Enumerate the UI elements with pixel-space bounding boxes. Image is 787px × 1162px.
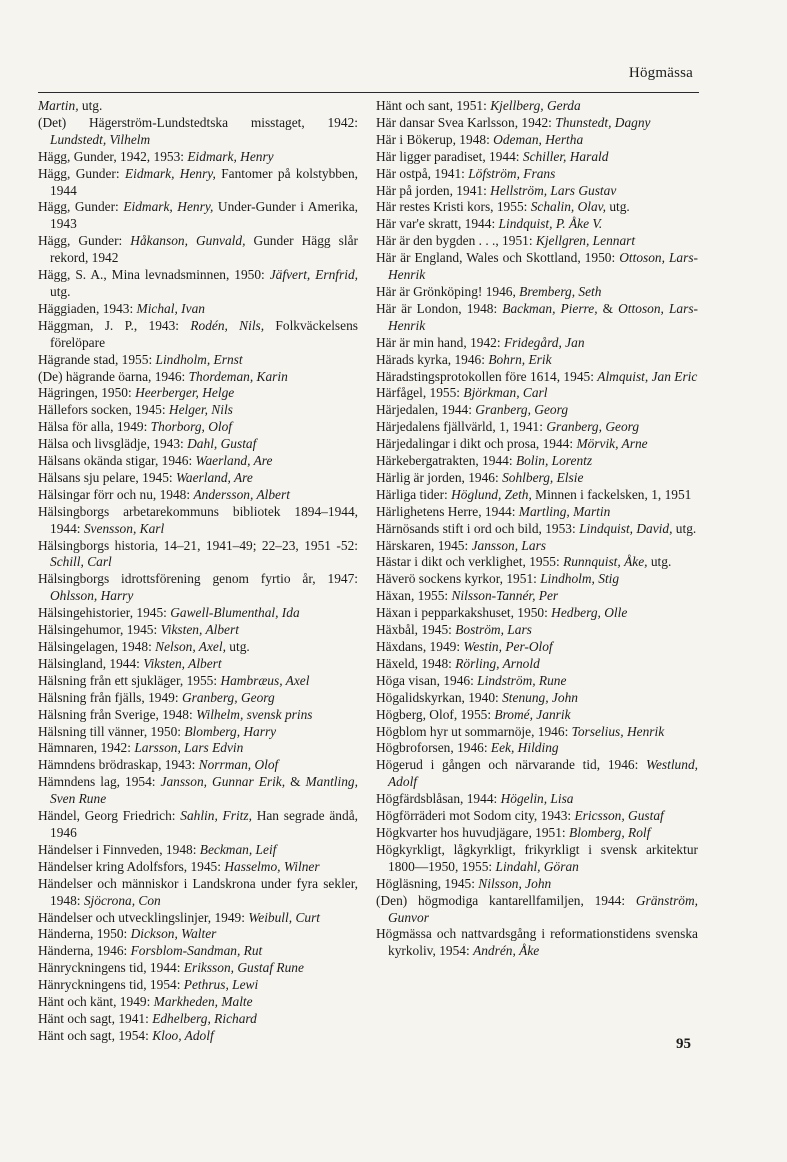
entry-title: Hälsans sju pelare, 1945: xyxy=(38,469,176,485)
entry-author: Martin, xyxy=(38,98,79,113)
index-entry xyxy=(376,808,698,825)
index-entry xyxy=(38,301,358,318)
index-entry xyxy=(38,876,358,910)
entry-author: Martling, Martin xyxy=(518,503,611,519)
entry-title: Hägg, Gunder: xyxy=(38,233,131,249)
index-entry xyxy=(38,419,358,436)
entry-title: Hänt och känt, 1949: xyxy=(38,994,154,1010)
index-entry xyxy=(376,690,698,707)
entry-title: Högmässa och nattvardsgång i reformationstidens svenska kyrkoliv, 1954: xyxy=(376,926,698,959)
entry-title: Hägrande stad, 1955: xyxy=(38,351,156,367)
index-entry xyxy=(38,808,358,842)
entry-title: Här är den bygden . . ., 1951: xyxy=(376,233,536,249)
index-entry xyxy=(38,774,358,808)
entry-title: Händerna, 1950: xyxy=(38,926,131,942)
entry-title: Hänt och sagt, 1954: xyxy=(38,1027,153,1043)
entry-title: Hälsa för alla, 1949: xyxy=(38,419,151,435)
entry-author: Boström, Lars xyxy=(455,622,532,638)
entry-author: Viksten, Albert xyxy=(143,655,222,671)
entry-author: Eek, Hilding xyxy=(490,740,559,756)
entry-title: Hälsingehumor, 1945: xyxy=(38,622,161,638)
entry-title: Gunder Hägg slår rekord, 1942 xyxy=(50,233,358,266)
entry-author: Löfström, Frans xyxy=(468,165,556,181)
entry-title: Händelser och människor i Landskrona under fyra sekler, 1948: xyxy=(38,875,358,908)
index-entry xyxy=(376,825,698,842)
index-entry xyxy=(38,1028,358,1045)
entry-title: Fantomer på kolstybben, 1944 xyxy=(50,165,358,198)
entry-title: Här dansar Svea Karlsson, 1942: xyxy=(376,114,556,130)
entry-title: Härfågel, 1955: xyxy=(376,385,464,401)
entry-title: Här ligger paradiset, 1944: xyxy=(376,148,523,164)
entry-title: Här är England, Wales och Skottland, 1950: xyxy=(376,250,620,266)
entry-title: Häxeld, 1948: xyxy=(376,655,456,671)
index-entry xyxy=(376,521,698,538)
index-entry xyxy=(38,757,358,774)
entry-author: Lindholm, Stig xyxy=(540,571,620,587)
entry-title: Hägg, Gunder: xyxy=(38,199,124,215)
index-entry xyxy=(38,149,358,166)
index-entry xyxy=(376,301,698,335)
entry-title: Här ostpå, 1941: xyxy=(376,165,469,181)
entry-author: Blomberg, Rolf xyxy=(569,824,651,840)
index-entry xyxy=(38,960,358,977)
index-entry xyxy=(38,538,358,572)
entry-author: Thunstedt, Dagny xyxy=(555,114,651,130)
entry-author: Jäfvert, Ernfrid, xyxy=(269,267,359,283)
entry-title: Här på jorden, 1941: xyxy=(376,182,491,198)
entry-title: & xyxy=(597,300,619,316)
index-entry xyxy=(376,166,698,183)
index-entry xyxy=(38,656,358,673)
entry-author: Andersson, Albert xyxy=(193,486,290,502)
entry-author: Jansson, Lars xyxy=(471,537,546,553)
index-entry xyxy=(376,149,698,166)
entry-author: Nelson, Axel, xyxy=(155,639,226,654)
entry-title: Hälsning från Sverige, 1948: xyxy=(38,706,197,722)
entry-author: Waerland, Are xyxy=(175,469,253,485)
entry-author: Eriksson, Gustaf Rune xyxy=(183,960,304,976)
entry-author: Dahl, Gustaf xyxy=(187,436,257,452)
index-entry xyxy=(376,369,698,386)
index-entry xyxy=(376,250,698,284)
index-entry xyxy=(376,335,698,352)
entry-title: Här restes Kristi kors, 1955: xyxy=(376,199,531,215)
entry-author: Mantling, Sven Rune xyxy=(50,774,358,807)
entry-author: Forsblom-Sandman, Rut xyxy=(130,943,263,959)
index-entry xyxy=(376,419,698,436)
entry-title: utg. xyxy=(78,98,103,113)
entry-title: Hämndens brödraskap, 1943: xyxy=(38,757,199,773)
entry-author: Hasselmo, Wilner xyxy=(224,858,320,874)
entry-title: Häxan i pepparkakshuset, 1950: xyxy=(376,605,552,621)
index-entry xyxy=(38,740,358,757)
index-entry xyxy=(376,216,698,233)
entry-title: Härjedalens fjällvärld, 1, 1941: xyxy=(376,419,547,435)
index-entry xyxy=(38,233,358,267)
entry-title: Händelser i Finnveden, 1948: xyxy=(38,841,200,857)
index-entry xyxy=(376,436,698,453)
index-entry xyxy=(38,369,358,386)
entry-author: Högelin, Lisa xyxy=(500,791,574,807)
entry-title: Hägg, Gunder, 1942, 1953: xyxy=(38,148,188,164)
index-entry xyxy=(38,504,358,538)
entry-author: Granberg, Georg xyxy=(475,402,569,418)
index-entry xyxy=(376,893,698,927)
index-entry xyxy=(38,487,358,504)
entry-title: Häxan, 1955: xyxy=(376,588,452,604)
index-entry xyxy=(38,199,358,233)
entry-title: & xyxy=(285,774,306,790)
index-entry xyxy=(376,571,698,588)
entry-title: Hällefors socken, 1945: xyxy=(38,402,169,418)
entry-title: Högalidskyrkan, 1940: xyxy=(376,689,503,705)
entry-author: Bolin, Lorentz xyxy=(515,453,593,469)
entry-author: Stenung, John xyxy=(502,689,578,705)
entry-author: Schalin, Olav, xyxy=(530,199,606,215)
entry-author: Björkman, Carl xyxy=(463,385,548,401)
index-entry xyxy=(376,926,698,960)
index-entry xyxy=(376,352,698,369)
index-entry xyxy=(376,605,698,622)
entry-title: Högläsning, 1945: xyxy=(376,875,479,891)
entry-author: Backman, Pierre, xyxy=(502,300,598,316)
entry-author: Lindahl, Göran xyxy=(495,858,579,874)
index-entry xyxy=(376,740,698,757)
index-entry xyxy=(376,639,698,656)
index-entry xyxy=(38,402,358,419)
entry-title: Minnen i fackelsken, 1, 1951 xyxy=(531,486,692,502)
entry-author: Edhelberg, Richard xyxy=(152,1010,257,1026)
entry-title: Högkvarter hos huvudjägare, 1951: xyxy=(376,824,570,840)
entry-author: Håkanson, Gunvald, xyxy=(130,233,246,249)
entry-title: Hänt och sant, 1951: xyxy=(376,98,491,113)
index-entry xyxy=(376,284,698,301)
index-entry xyxy=(376,757,698,791)
entry-author: Lindström, Rune xyxy=(477,672,567,688)
index-entry xyxy=(376,791,698,808)
entry-title: utg. xyxy=(605,199,630,215)
entry-author: Mörvik, Arne xyxy=(576,436,648,452)
entry-title: utg. xyxy=(50,283,71,299)
entry-author: Pethrus, Lewi xyxy=(183,977,259,993)
header-rule xyxy=(38,92,699,93)
index-entry xyxy=(376,504,698,521)
index-entry xyxy=(38,605,358,622)
entry-title: Under-Gunder i Amerika, 1943 xyxy=(50,199,358,232)
entry-title: Härliga tider: xyxy=(376,486,452,502)
entry-title: utg. xyxy=(672,520,697,536)
entry-author: Beckman, Leif xyxy=(199,841,277,857)
entry-title: (Den) högmodiga kantarellfamiljen, 1944: xyxy=(376,892,636,908)
entry-author: Wilhelm, svensk prins xyxy=(196,706,313,722)
entry-title: Hägringen, 1950: xyxy=(38,385,136,401)
entry-author: Fridegård, Jan xyxy=(503,334,585,350)
right-column xyxy=(376,98,698,960)
entry-title: Händelser kring Adolfsfors, 1945: xyxy=(38,858,225,874)
entry-title: Häxdans, 1949: xyxy=(376,639,464,654)
entry-author: Blomberg, Harry xyxy=(184,723,277,739)
index-entry xyxy=(38,690,358,707)
entry-author: Weibull, Curt xyxy=(248,909,321,925)
entry-author: Kjellberg, Gerda xyxy=(490,98,581,113)
index-entry xyxy=(376,538,698,555)
entry-author: Michal, Ivan xyxy=(136,300,205,316)
index-entry xyxy=(376,98,698,115)
index-entry xyxy=(38,910,358,927)
index-entry xyxy=(376,115,698,132)
index-entry xyxy=(376,724,698,741)
entry-author: Eidmark, Henry, xyxy=(124,165,216,181)
entry-title: Han segrade ändå, 1946 xyxy=(50,808,358,840)
index-entry xyxy=(376,707,698,724)
index-entry xyxy=(376,588,698,605)
entry-author: Höglund, Zeth, xyxy=(451,486,532,502)
entry-title: Högblom hyr ut sommarnöje, 1946: xyxy=(376,723,572,739)
entry-title: Hälsingborgs arbetarekommuns bibliotek 1894–1944, 1944: xyxy=(38,503,358,536)
entry-author: Odeman, Hertha xyxy=(493,131,584,147)
index-entry xyxy=(376,673,698,690)
entry-author: Markheden, Malte xyxy=(153,994,253,1010)
entry-author: Schill, Carl xyxy=(50,554,112,570)
entry-title: Hänryckningens tid, 1944: xyxy=(38,960,184,976)
entry-title: Hägg, Gunder: xyxy=(38,165,125,181)
entry-author: Gawell-Blumenthal, Ida xyxy=(170,605,300,621)
entry-title: Härads kyrka, 1946: xyxy=(376,351,489,367)
entry-title: Högberg, Olof, 1955: xyxy=(376,706,495,722)
entry-title: Hälsans okända stigar, 1946: xyxy=(38,453,196,469)
entry-title: Hälsingland, 1944: xyxy=(38,655,144,671)
entry-author: Andrén, Åke xyxy=(473,943,540,959)
index-entry xyxy=(38,267,358,301)
entry-title: Högfärdsblåsan, 1944: xyxy=(376,791,501,807)
entry-author: Granberg, Georg xyxy=(546,419,640,435)
index-entry xyxy=(38,470,358,487)
entry-author: Torselius, Henrik xyxy=(571,723,665,739)
index-entry xyxy=(376,233,698,250)
entry-author: Rörling, Arnold xyxy=(455,655,540,671)
entry-title: Högförräderi mot Sodom city, 1943: xyxy=(376,808,575,824)
entry-author: Bromé, Janrik xyxy=(494,706,571,722)
index-entry xyxy=(376,402,698,419)
entry-title: Härlig är jorden, 1946: xyxy=(376,469,503,485)
entry-title: Hälsning från fjälls, 1949: xyxy=(38,689,182,705)
entry-title: (De) hägrande öarna, 1946: xyxy=(38,368,189,384)
index-entry xyxy=(38,98,358,115)
entry-title: Folkväckelsens förelöpare xyxy=(50,317,358,350)
entry-title: Här var'e skratt, 1944: xyxy=(376,216,499,232)
entry-author: Heerberger, Helge xyxy=(135,385,235,401)
entry-author: Kjellgren, Lennart xyxy=(535,233,636,249)
entry-author: Hellström, Lars Gustav xyxy=(490,182,617,198)
entry-title: Högkyrkligt, lågkyrkligt, frikyrkligt i svensk arkitektur 1800—1950, 1955: xyxy=(376,841,698,874)
entry-author: Kloo, Adolf xyxy=(152,1027,214,1043)
entry-author: Eidmark, Henry xyxy=(187,148,274,164)
index-entry xyxy=(38,639,358,656)
entry-title: Hämndens lag, 1954: xyxy=(38,774,161,790)
entry-title: Hästar i dikt och verklighet, 1955: xyxy=(376,554,564,570)
entry-title: Härnösands stift i ord och bild, 1953: xyxy=(376,520,580,536)
entry-author: Ericsson, Gustaf xyxy=(574,808,664,824)
entry-title: Hälsingehistorier, 1945: xyxy=(38,605,171,621)
index-entry xyxy=(38,318,358,352)
index-entry xyxy=(38,977,358,994)
index-entry xyxy=(38,571,358,605)
index-entry xyxy=(376,132,698,149)
entry-title: Hänryckningens tid, 1954: xyxy=(38,977,184,993)
index-entry xyxy=(376,470,698,487)
entry-author: Lundstedt, Vilhelm xyxy=(50,131,151,147)
entry-author: Westin, Per-Olof xyxy=(463,639,553,654)
entry-author: Waerland, Are xyxy=(195,453,273,469)
index-entry xyxy=(376,487,698,504)
index-entry xyxy=(38,436,358,453)
running-head: Högmässa xyxy=(628,65,693,81)
entry-author: Bremberg, Seth xyxy=(519,283,602,299)
entry-title: Hälsingar förr och nu, 1948: xyxy=(38,486,194,502)
index-entry xyxy=(38,842,358,859)
entry-title: (Det) Hägerström-Lundstedtska misstaget, 1942: xyxy=(38,114,358,130)
index-entry xyxy=(38,943,358,960)
entry-author: Westlund, Adolf xyxy=(388,757,698,790)
entry-title: Häverö sockens kyrkor, 1951: xyxy=(376,571,541,587)
entry-author: Sjöcrona, Con xyxy=(83,892,161,908)
entry-author: Helger, Nils xyxy=(168,402,233,418)
entry-author: Ohlsson, Harry xyxy=(50,588,134,604)
index-entry xyxy=(38,994,358,1011)
page-number: 95 xyxy=(676,1036,691,1052)
left-column xyxy=(38,98,358,1045)
entry-author: Thorborg, Olof xyxy=(150,419,233,435)
entry-title: Härskaren, 1945: xyxy=(376,537,472,553)
entry-title: Häggman, J. P., 1943: xyxy=(38,317,191,333)
entry-title: Höga visan, 1946: xyxy=(376,672,478,688)
index-entry xyxy=(376,622,698,639)
index-entry xyxy=(38,859,358,876)
entry-author: Bohrn, Erik xyxy=(488,351,552,367)
index-entry xyxy=(376,876,698,893)
entry-title: Händerna, 1946: xyxy=(38,943,131,959)
entry-title: Härjedalen, 1944: xyxy=(376,402,476,418)
entry-author: Sohlberg, Elsie xyxy=(502,469,584,485)
index-entry xyxy=(38,622,358,639)
index-entry xyxy=(38,115,358,149)
entry-title: Hägg, S. A., Mina levnadsminnen, 1950: xyxy=(38,267,270,283)
entry-title: Häradstingsprotokollen före 1614, 1945: xyxy=(376,368,598,384)
entry-author: Dickson, Walter xyxy=(130,926,217,942)
entry-title: Hälsingelagen, 1948: xyxy=(38,639,156,654)
entry-title: Hälsingborgs idrottsförening genom fyrtio år, 1947: xyxy=(38,571,358,587)
index-entry xyxy=(38,707,358,724)
entry-title: Härkebergatrakten, 1944: xyxy=(376,453,516,469)
entry-title: Hälsning till vänner, 1950: xyxy=(38,723,185,739)
index-entry xyxy=(376,385,698,402)
entry-title: Hälsa och livsglädje, 1943: xyxy=(38,436,188,452)
entry-title: utg. xyxy=(647,554,672,570)
entry-title: Högbroforsen, 1946: xyxy=(376,740,491,756)
entry-title: Hälsingborgs historia, 14–21, 1941–49; 22–23, 1951 -52: xyxy=(38,537,358,553)
entry-title: Häxbål, 1945: xyxy=(376,622,456,638)
index-entry xyxy=(38,724,358,741)
entry-author: Almquist, Jan Eric xyxy=(597,368,698,384)
index-entry xyxy=(38,352,358,369)
index-entry xyxy=(376,842,698,876)
entry-author: Hedberg, Olle xyxy=(551,605,628,621)
index-entry xyxy=(38,166,358,200)
entry-title: Här i Bökerup, 1948: xyxy=(376,131,494,147)
entry-author: Granberg, Georg xyxy=(181,689,275,705)
entry-author: Eidmark, Henry, xyxy=(123,199,214,215)
entry-title: Häggiaden, 1943: xyxy=(38,300,137,316)
entry-author: Larsson, Lars Edvin xyxy=(134,740,244,756)
index-entry xyxy=(376,199,698,216)
entry-author: Ottoson, Lars-Henrik xyxy=(388,250,698,283)
index-entry xyxy=(38,453,358,470)
entry-title: Högerud i gången och närvarande tid, 1946: xyxy=(376,757,647,773)
entry-author: Sahlin, Fritz, xyxy=(180,808,252,824)
entry-title: Här är Grönköping! 1946, xyxy=(376,283,520,299)
entry-author: Lindquist, David, xyxy=(579,520,673,536)
entry-author: Svensson, Karl xyxy=(83,520,165,536)
entry-title: Här är min hand, 1942: xyxy=(376,334,504,350)
index-entry xyxy=(376,554,698,571)
entry-title: Hänt och sagt, 1941: xyxy=(38,1010,153,1026)
entry-title: utg. xyxy=(225,639,250,654)
entry-author: Nilsson, John xyxy=(478,875,552,891)
entry-author: Schiller, Harald xyxy=(522,148,609,164)
entry-title: Hälsning från ett sjukläger, 1955: xyxy=(38,672,221,688)
index-entry xyxy=(376,453,698,470)
entry-author: Thordeman, Karin xyxy=(188,368,288,384)
index-entry xyxy=(376,183,698,200)
entry-title: Härjedalingar i dikt och prosa, 1944: xyxy=(376,436,577,452)
entry-author: Gränström, Gunvor xyxy=(388,892,698,925)
entry-author: Lindholm, Ernst xyxy=(155,351,243,367)
entry-author: Rodén, Nils, xyxy=(190,317,265,333)
entry-author: Norrman, Olof xyxy=(198,757,279,773)
entry-author: Viksten, Albert xyxy=(160,622,239,638)
entry-author: Runnquist, Åke, xyxy=(563,554,648,570)
entry-title: Händelser och utvecklingslinjer, 1949: xyxy=(38,909,249,925)
entry-author: Ottoson, Lars-Henrik xyxy=(388,300,698,333)
index-entry xyxy=(38,1011,358,1028)
index-entry xyxy=(38,926,358,943)
entry-author: Hambræus, Axel xyxy=(220,672,310,688)
entry-title: Hämnaren, 1942: xyxy=(38,740,135,756)
entry-author: Nilsson-Tannér, Per xyxy=(451,588,559,604)
entry-title: Händel, Georg Friedrich: xyxy=(38,808,181,824)
entry-author: Jansson, Gunnar Erik, xyxy=(160,774,286,790)
entry-author: Lindquist, P. Åke V. xyxy=(498,216,603,232)
index-entry xyxy=(38,673,358,690)
index-entry xyxy=(38,385,358,402)
index-entry xyxy=(376,656,698,673)
entry-title: Härlighetens Herre, 1944: xyxy=(376,503,519,519)
entry-title: Här är London, 1948: xyxy=(376,300,503,316)
